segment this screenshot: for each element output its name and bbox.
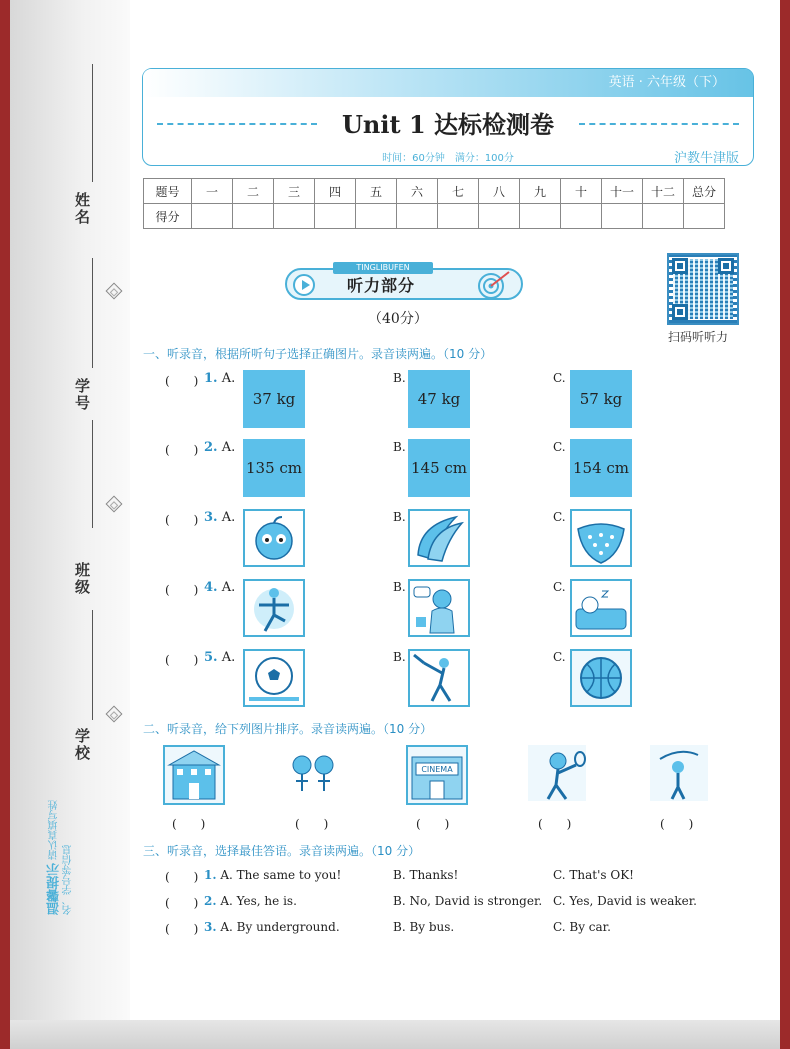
option-a: A. The same to you! (220, 868, 342, 882)
children-image[interactable] (284, 745, 346, 805)
score-col: 八 (479, 179, 520, 204)
score-cell[interactable] (561, 204, 602, 229)
target-icon (477, 270, 513, 300)
option-letter: B. (393, 371, 406, 385)
play-icon[interactable] (293, 274, 315, 296)
score-cell[interactable] (192, 204, 233, 229)
qr-finder (672, 258, 688, 274)
yoga-image[interactable] (243, 579, 305, 637)
order-bracket[interactable]: ( ) (416, 817, 450, 831)
score-cell[interactable] (438, 204, 479, 229)
question-row (204, 920, 340, 934)
answer-bracket[interactable]: ( ) (165, 583, 199, 597)
order-bracket[interactable]: ( ) (660, 817, 694, 831)
tip-title: 温馨提示 (47, 863, 62, 915)
subject-label: 英语 · 六年级（下） (143, 69, 753, 97)
bananas-image[interactable] (408, 509, 470, 567)
question-number (204, 371, 235, 386)
option-letter: B. (393, 580, 406, 594)
option-letter: C. (553, 440, 566, 454)
option-box[interactable]: 145 cm (408, 439, 470, 497)
apple-image[interactable] (243, 509, 305, 567)
school-label: 学校 (73, 728, 91, 762)
frame-left (0, 0, 10, 1049)
score-col: 一 (192, 179, 233, 204)
option-c: C. Yes, David is weaker. (553, 894, 697, 908)
banner-label: 听力部分 (347, 276, 416, 295)
option-b: B. No, David is stronger. (393, 894, 543, 908)
option-letter: A. (221, 371, 236, 386)
answer-bracket[interactable]: ( ) (165, 653, 199, 667)
score-col: 七 (438, 179, 479, 204)
title-rule (579, 123, 739, 125)
section1-heading: 一、听录音，根据所听句子选择正确图片。录音读两遍。（10 分） (143, 347, 493, 361)
class-line (92, 420, 93, 528)
score-cell[interactable] (274, 204, 315, 229)
score-col: 三 (274, 179, 315, 204)
score-cell[interactable] (479, 204, 520, 229)
option-letter: C. (553, 371, 566, 385)
score-col: 二 (233, 179, 274, 204)
question-number-text: 1. (204, 371, 218, 386)
answer-bracket[interactable]: ( ) (165, 922, 199, 936)
option-letter: C. (553, 510, 566, 524)
edition-label: 沪教牛津版 (673, 151, 739, 166)
strawberry-image[interactable] (570, 509, 632, 567)
score-col: 六 (397, 179, 438, 204)
question-number-text: 5. (204, 650, 218, 665)
name-line (92, 64, 93, 182)
qr-finder (672, 304, 688, 320)
sleeping-image[interactable] (570, 579, 632, 637)
score-table-header: 题号 (144, 179, 192, 204)
listening-banner (285, 262, 523, 302)
tennis-image[interactable] (528, 745, 590, 805)
answer-bracket[interactable]: ( ) (165, 374, 199, 388)
listening-points: （40分） (368, 311, 428, 327)
score-col: 十二 (643, 179, 684, 204)
time-info: 时间：60分钟 满分：100分 (382, 153, 514, 164)
option-c: C. By car. (553, 920, 611, 934)
question-number (204, 650, 235, 665)
score-cell[interactable] (315, 204, 356, 229)
answer-bracket[interactable]: ( ) (165, 896, 199, 910)
option-box[interactable]: 47 kg (408, 370, 470, 428)
score-col: 十一 (602, 179, 643, 204)
score-col: 总分 (684, 179, 725, 204)
rope-image[interactable] (650, 745, 712, 805)
score-col: 五 (356, 179, 397, 204)
answer-bracket[interactable]: ( ) (165, 513, 199, 527)
option-letter: B. (393, 440, 406, 454)
page-bottom-edge (10, 1020, 780, 1049)
question-row (204, 868, 341, 882)
option-box[interactable]: 37 kg (243, 370, 305, 428)
id-line (92, 258, 93, 368)
page-title: Unit 1 达标检测卷 (342, 110, 554, 139)
score-cell[interactable] (397, 204, 438, 229)
section2-heading: 二、听录音，给下列图片排序。录音读两遍。（10 分） (143, 722, 433, 736)
question-row (204, 894, 297, 908)
score-cell[interactable] (643, 204, 684, 229)
question-number (204, 440, 235, 455)
option-letter: A. (221, 510, 236, 525)
question-number-text: 3. (204, 920, 217, 934)
banner-caption: TINGLIBUFEN (333, 262, 433, 274)
class-label: 班级 (73, 562, 91, 596)
cinema-image[interactable] (406, 745, 468, 805)
score-row-label: 得分 (144, 204, 192, 229)
name-label: 姓名 (73, 192, 91, 226)
order-bracket[interactable]: ( ) (295, 817, 329, 831)
qr-label: 扫码听听力 (668, 330, 729, 344)
question-number (204, 580, 235, 595)
option-box[interactable]: 57 kg (570, 370, 632, 428)
option-a: A. Yes, he is. (220, 894, 297, 908)
order-bracket[interactable]: ( ) (538, 817, 572, 831)
question-number-text: 2. (204, 894, 217, 908)
section3-heading: 三、听录音，选择最佳答语。录音读两遍。（10 分） (143, 844, 421, 858)
question-number-text: 1. (204, 868, 217, 882)
tip-note (48, 795, 108, 915)
score-table (143, 178, 725, 229)
paper-header (142, 68, 754, 166)
football-image[interactable] (243, 649, 305, 707)
id-label: 学号 (73, 378, 91, 412)
option-letter: C. (553, 580, 566, 594)
question-number-text: 2. (204, 440, 218, 455)
option-letter: B. (393, 510, 406, 524)
option-letter: A. (221, 440, 236, 455)
option-box[interactable]: 135 cm (243, 439, 305, 497)
frame-right (780, 0, 790, 1049)
score-cell[interactable] (602, 204, 643, 229)
score-cell[interactable] (356, 204, 397, 229)
option-b: B. By bus. (393, 920, 455, 934)
answer-bracket[interactable]: ( ) (165, 443, 199, 457)
exercise-image[interactable] (408, 579, 470, 637)
score-col: 四 (315, 179, 356, 204)
score-cell[interactable] (684, 204, 725, 229)
option-a: A. By underground. (220, 920, 340, 934)
cinema-sign: CINEMA (421, 765, 453, 774)
option-letter: A. (221, 650, 236, 665)
school-line (92, 610, 93, 720)
question-number (204, 510, 235, 525)
answer-bracket[interactable]: ( ) (165, 870, 199, 884)
qr-finder (718, 258, 734, 274)
option-b: B. Thanks! (393, 868, 459, 882)
baseball-image[interactable] (408, 649, 470, 707)
tip-text: 请认真填写姓名、学号等信息 (49, 799, 74, 915)
basketball-image[interactable] (570, 649, 632, 707)
building-image[interactable] (163, 745, 225, 805)
option-c: C. That's OK! (553, 868, 634, 882)
score-col: 九 (520, 179, 561, 204)
option-letter: A. (221, 580, 236, 595)
question-number-text: 3. (204, 510, 218, 525)
qr-code[interactable] (667, 253, 739, 325)
score-cell[interactable] (233, 204, 274, 229)
question-number-text: 4. (204, 580, 218, 595)
order-bracket[interactable]: ( ) (172, 817, 206, 831)
option-letter: C. (553, 650, 566, 664)
option-box[interactable]: 154 cm (570, 439, 632, 497)
score-cell[interactable] (520, 204, 561, 229)
option-letter: B. (393, 650, 406, 664)
score-col: 十 (561, 179, 602, 204)
